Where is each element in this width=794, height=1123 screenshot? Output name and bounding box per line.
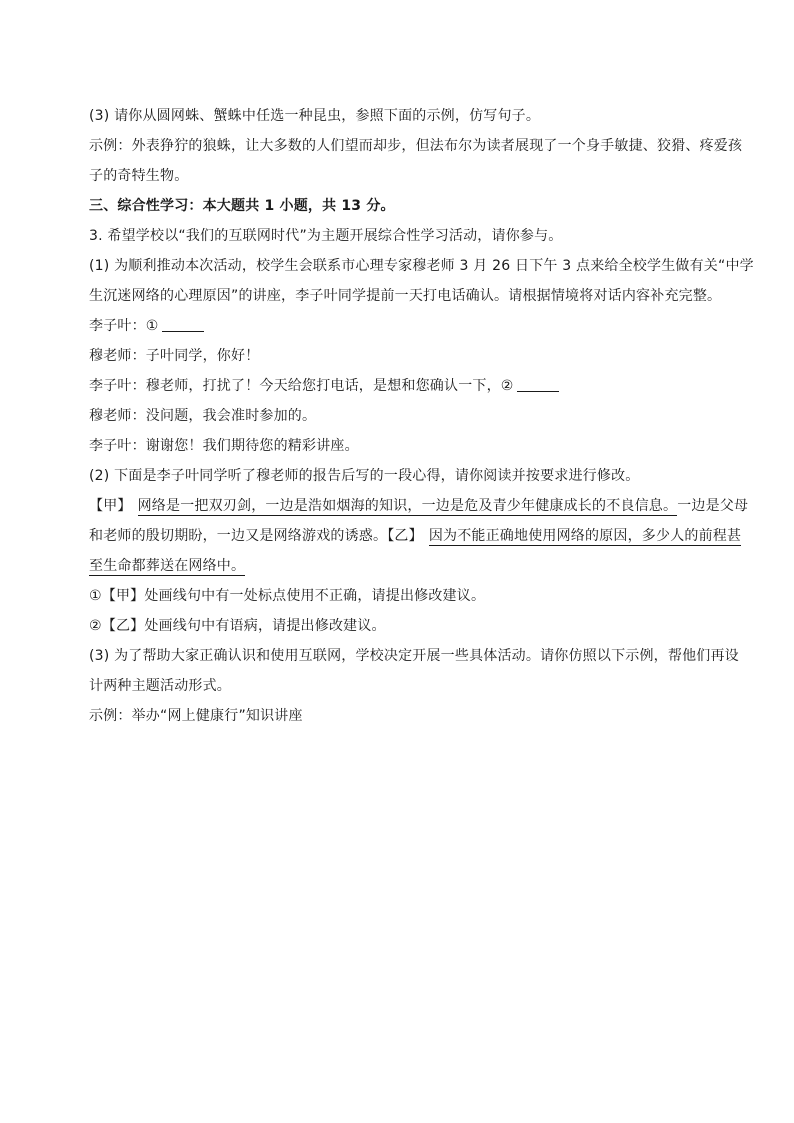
part2-title: (2) 下面是李子叶同学听了穆老师的报告后写的一段心得，请你阅读并按要求进行修改。 xyxy=(89,468,640,484)
q3-part3-title: (3) 请你从圆网蛛、蟹蛛中任选一种昆虫，参照下面的示例，仿写句子。 xyxy=(89,108,541,124)
dialogue-line4: 穆老师：没问题，我会准时参加的。 xyxy=(89,408,317,424)
part3-example: 示例：举办“网上健康行”知识讲座 xyxy=(89,708,303,724)
part1-line1: (1) 为顺利推动本次活动，校学生会联系市心理专家穆老师 3 月 26 日下午 3 点来给全校学生做有关“中学 xyxy=(89,258,754,274)
passage-line3 xyxy=(89,551,719,581)
document-body xyxy=(89,101,754,731)
q3-title: 3. 希望学校以“我们的互联网时代”为主题开展综合性学习活动，请你参与。 xyxy=(89,228,563,244)
part3-line1: (3) 为了帮助大家正确认识和使用互联网，学校决定开展一些具体活动。请你仿照以下示例，帮他们再设 xyxy=(89,648,739,664)
yi-label: 【乙】 xyxy=(387,528,423,544)
part1-line2: 生沉迷网络的心理原因”的讲座，李子叶同学提前一天打电话确认。请根据情境将对话内容补充完整。 xyxy=(89,288,722,304)
yi-underlined-part2: 至生命都葬送在网络中。 xyxy=(89,558,246,574)
dialogue-line1 xyxy=(89,311,719,341)
part2-item2: ②【乙】处画线句中有语病，请提出修改建议。 xyxy=(89,618,386,634)
dialogue-line3-text: 李子叶：穆老师，打扰了！今天给您打电话，是想和您确认一下，② xyxy=(89,378,514,394)
passage-line1-tail: 一边是父母 xyxy=(677,498,749,514)
dialogue-line3 xyxy=(89,371,719,401)
dialogue-line1-text: 李子叶：① xyxy=(89,318,159,334)
part2-item1: ①【甲】处画线句中有一处标点使用不正确，请提出修改建议。 xyxy=(89,588,486,604)
passage-line1 xyxy=(89,491,749,521)
yi-underlined-part1: 因为不能正确地使用网络的原因，多少人的前程甚 xyxy=(428,528,742,544)
q3-example-line2: 子的奇特生物。 xyxy=(89,168,189,184)
dialogue-line2: 穆老师：子叶同学，你好！ xyxy=(89,348,260,364)
jia-label: 【甲】 xyxy=(89,498,132,514)
jia-underlined-sentence: 网络是一把双刃剑，一边是浩如烟海的知识，一边是危及青少年健康成长的不良信息。 xyxy=(137,498,678,514)
q3-example-line1: 示例：外表狰狞的狼蛛，让大多数的人们望而却步，但法布尔为读者展现了一个身手敏捷、狡猾、疼爱孩 xyxy=(89,138,743,154)
section3-title: 三、综合性学习：本大题共 1 小题，共 13 分。 xyxy=(89,198,395,214)
passage-line2 xyxy=(89,521,742,551)
answer-blank-1[interactable] xyxy=(162,317,204,332)
answer-blank-2[interactable] xyxy=(517,377,559,392)
part3-line2: 计两种主题活动形式。 xyxy=(89,678,231,694)
dialogue-line5: 李子叶：谢谢您！我们期待您的精彩讲座。 xyxy=(89,438,359,454)
passage-line2-start: 和老师的殷切期盼，一边又是网络游戏的诱惑。 xyxy=(89,528,388,544)
